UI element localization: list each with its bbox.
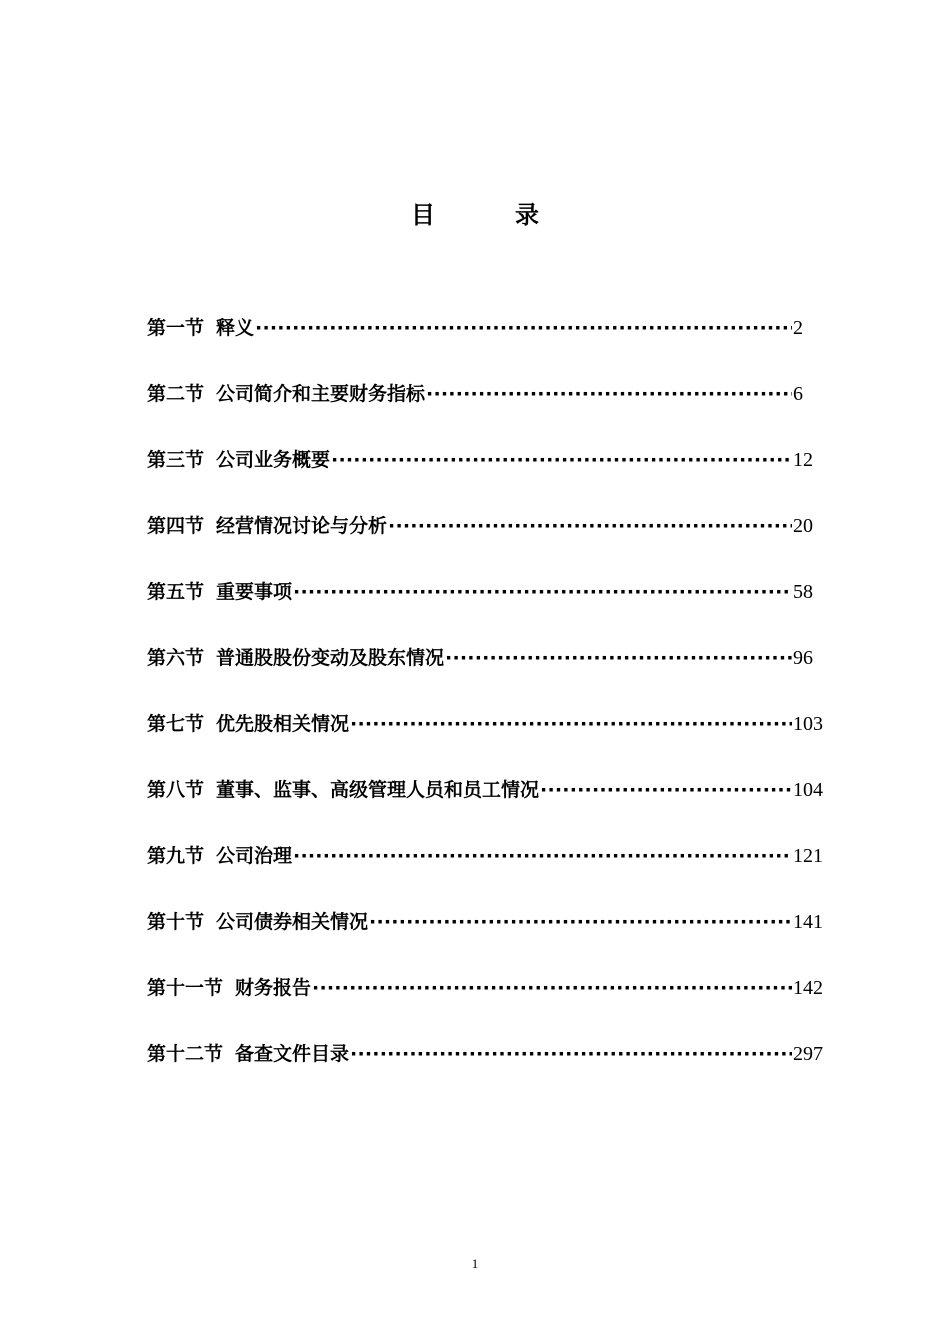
toc-dot-leader [293, 575, 792, 609]
toc-page-number: 6 [793, 383, 803, 405]
toc-page-number: 103 [793, 713, 823, 735]
toc-section-number: 第七节 [147, 713, 205, 735]
toc-section-title: 公司业务概要 [216, 449, 331, 471]
toc-entry[interactable] [147, 377, 827, 443]
table-of-contents [147, 311, 827, 1103]
toc-section-title: 财务报告 [235, 977, 312, 999]
toc-entry[interactable] [147, 443, 827, 509]
toc-page-number: 121 [793, 845, 823, 867]
toc-section-title: 经营情况讨论与分析 [216, 515, 388, 537]
toc-page-number: 297 [793, 1043, 823, 1065]
toc-entry[interactable] [147, 509, 827, 575]
toc-page-number: 141 [793, 911, 823, 933]
toc-entry[interactable] [147, 707, 827, 773]
toc-section-title: 普通股股份变动及股东情况 [216, 647, 445, 669]
toc-dot-leader [426, 377, 792, 411]
toc-page-number: 12 [793, 449, 813, 471]
toc-section-number: 第六节 [147, 647, 205, 669]
toc-section-title: 公司治理 [216, 845, 293, 867]
toc-section-number: 第九节 [147, 845, 205, 867]
toc-dot-leader [388, 509, 792, 543]
toc-section-title: 释义 [216, 317, 255, 339]
toc-section-number: 第八节 [147, 779, 205, 801]
toc-dot-leader [369, 905, 792, 939]
toc-section-title: 董事、监事、高级管理人员和员工情况 [216, 779, 540, 801]
toc-dot-leader [255, 311, 792, 345]
toc-section-number: 第四节 [147, 515, 205, 537]
toc-entry[interactable] [147, 641, 827, 707]
toc-section-number: 第五节 [147, 581, 205, 603]
toc-page-number: 96 [793, 647, 813, 669]
toc-dot-leader [312, 971, 792, 1005]
toc-page-number: 20 [793, 515, 813, 537]
toc-entry[interactable] [147, 905, 827, 971]
toc-entry[interactable] [147, 311, 827, 377]
toc-page-number: 142 [793, 977, 823, 999]
toc-entry[interactable] [147, 1037, 827, 1103]
toc-section-number: 第二节 [147, 383, 205, 405]
toc-entry[interactable] [147, 575, 827, 641]
toc-section-number: 第十节 [147, 911, 205, 933]
toc-section-number: 第十一节 [147, 977, 224, 999]
toc-entry[interactable] [147, 839, 827, 905]
toc-entry[interactable] [147, 773, 827, 839]
toc-section-title: 备查文件目录 [235, 1043, 350, 1065]
toc-dot-leader [540, 773, 792, 807]
toc-section-number: 第三节 [147, 449, 205, 471]
toc-section-title: 重要事项 [216, 581, 293, 603]
toc-entry[interactable] [147, 971, 827, 1037]
toc-dot-leader [350, 1037, 792, 1071]
toc-section-title: 公司债券相关情况 [216, 911, 369, 933]
footer-page-number: 1 [471, 1256, 479, 1271]
toc-section-number: 第一节 [147, 317, 205, 339]
toc-page-number: 2 [793, 317, 803, 339]
toc-page-number: 58 [793, 581, 813, 603]
toc-section-title: 优先股相关情况 [216, 713, 350, 735]
toc-page-number: 104 [793, 779, 823, 801]
toc-dot-leader [293, 839, 792, 873]
toc-section-number: 第十二节 [147, 1043, 224, 1065]
toc-dot-leader [445, 641, 792, 675]
page-title: 目 录 [411, 201, 567, 229]
toc-dot-leader [350, 707, 792, 741]
toc-section-title: 公司简介和主要财务指标 [216, 383, 426, 405]
toc-dot-leader [331, 443, 792, 477]
